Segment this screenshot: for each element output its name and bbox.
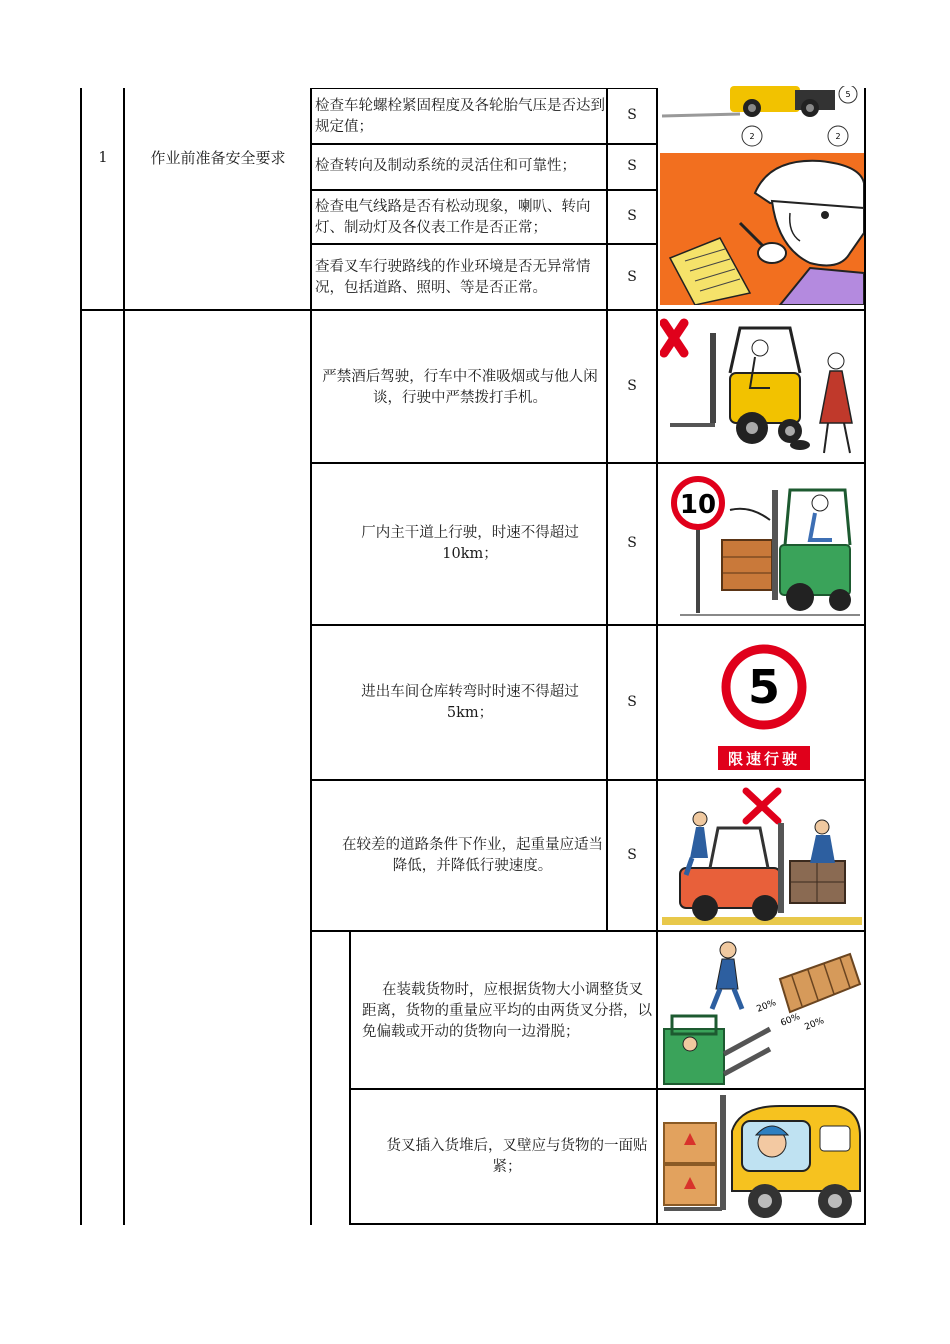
section-border <box>80 309 866 311</box>
wheel-badge: 5 <box>845 90 851 99</box>
item-text: 检查车轮螺栓紧固程度及各轮胎气压是否达到规定值； <box>315 98 605 135</box>
grade-label: S <box>627 158 637 174</box>
item-text: 检查电气线路是否有松动现象，喇叭、转向灯、制动灯及各仪表工作是否正常； <box>315 199 591 236</box>
pallet-ratio-label: 20% <box>755 998 778 1015</box>
speed-limit-10-illustration <box>660 465 864 623</box>
grade-label: S <box>627 269 637 285</box>
section-title: 作业前准备安全要求 <box>150 149 286 167</box>
table-border-left <box>80 88 82 1225</box>
grade-label: S <box>627 378 637 394</box>
grade-label: S <box>627 107 637 123</box>
row-border <box>310 624 866 626</box>
grade-label: S <box>627 208 637 224</box>
grade-label: S <box>627 694 637 710</box>
row-border <box>349 1088 866 1090</box>
row-border <box>310 243 658 245</box>
forklift-wheels-illustration <box>660 86 864 151</box>
table-border-sub <box>349 930 351 1225</box>
row-border <box>310 88 658 89</box>
row-border <box>310 143 658 145</box>
speed-sign-number: 5 <box>747 660 781 714</box>
speed-sign-number: 10 <box>679 490 717 520</box>
wheel-badge: 2 <box>835 132 841 141</box>
fork-against-load-illustration <box>660 1091 864 1222</box>
item-text: 进出车间仓库转弯时时速不得超过5km； <box>361 684 579 721</box>
row-border <box>310 462 866 464</box>
item-text: 检查转向及制动系统的灵活住和可靠性； <box>315 158 576 174</box>
sub-item-text: 在装载货物时，应根据货物大小调整货叉距离，货物的重量应平均的由两货叉分搭，以免偏载或开动的货物向一边滑脱； <box>362 982 652 1040</box>
wheel-badge: 2 <box>749 132 755 141</box>
item-text: 查看叉车行驶路线的作业环境是否无异常情况，包括道路、照明、等是否正常。 <box>315 259 591 296</box>
item-text: 厂内主干道上行驶，时速不得超过10km； <box>361 525 579 562</box>
section-number: 1 <box>98 150 108 166</box>
row-border <box>310 930 866 932</box>
poor-road-forklift-illustration <box>660 783 864 929</box>
pallet-ratio-label: 60% <box>779 1012 802 1029</box>
table-border-col3 <box>310 88 312 1225</box>
grade-label: S <box>627 847 637 863</box>
row-border <box>349 1223 866 1225</box>
fork-spacing-pallet-illustration <box>660 934 864 1087</box>
speed-limit-5-sign <box>660 627 864 778</box>
sub-item-text: 货叉插入货堆后，叉壁应与货物的一面贴紧； <box>386 1138 648 1175</box>
grade-label: S <box>627 535 637 551</box>
table-border-col5 <box>656 88 658 1225</box>
item-text: 在较差的道路条件下作业，起重量应适当降低，并降低行驶速度。 <box>342 837 603 874</box>
row-border <box>310 779 866 781</box>
table-border-col2 <box>123 88 125 1225</box>
pallet-ratio-label: 20% <box>803 1016 826 1033</box>
table-border-right <box>864 88 866 1225</box>
item-text: 严禁酒后驾驶，行车中不准吸烟或与他人闲谈，行驶中严禁拨打手机。 <box>322 369 598 406</box>
speed-limit-banner: 限速行驶 <box>727 750 801 768</box>
row-border <box>310 189 658 191</box>
no-distraction-forklift-illustration <box>660 313 864 461</box>
inspection-checklist-illustration <box>660 153 864 305</box>
